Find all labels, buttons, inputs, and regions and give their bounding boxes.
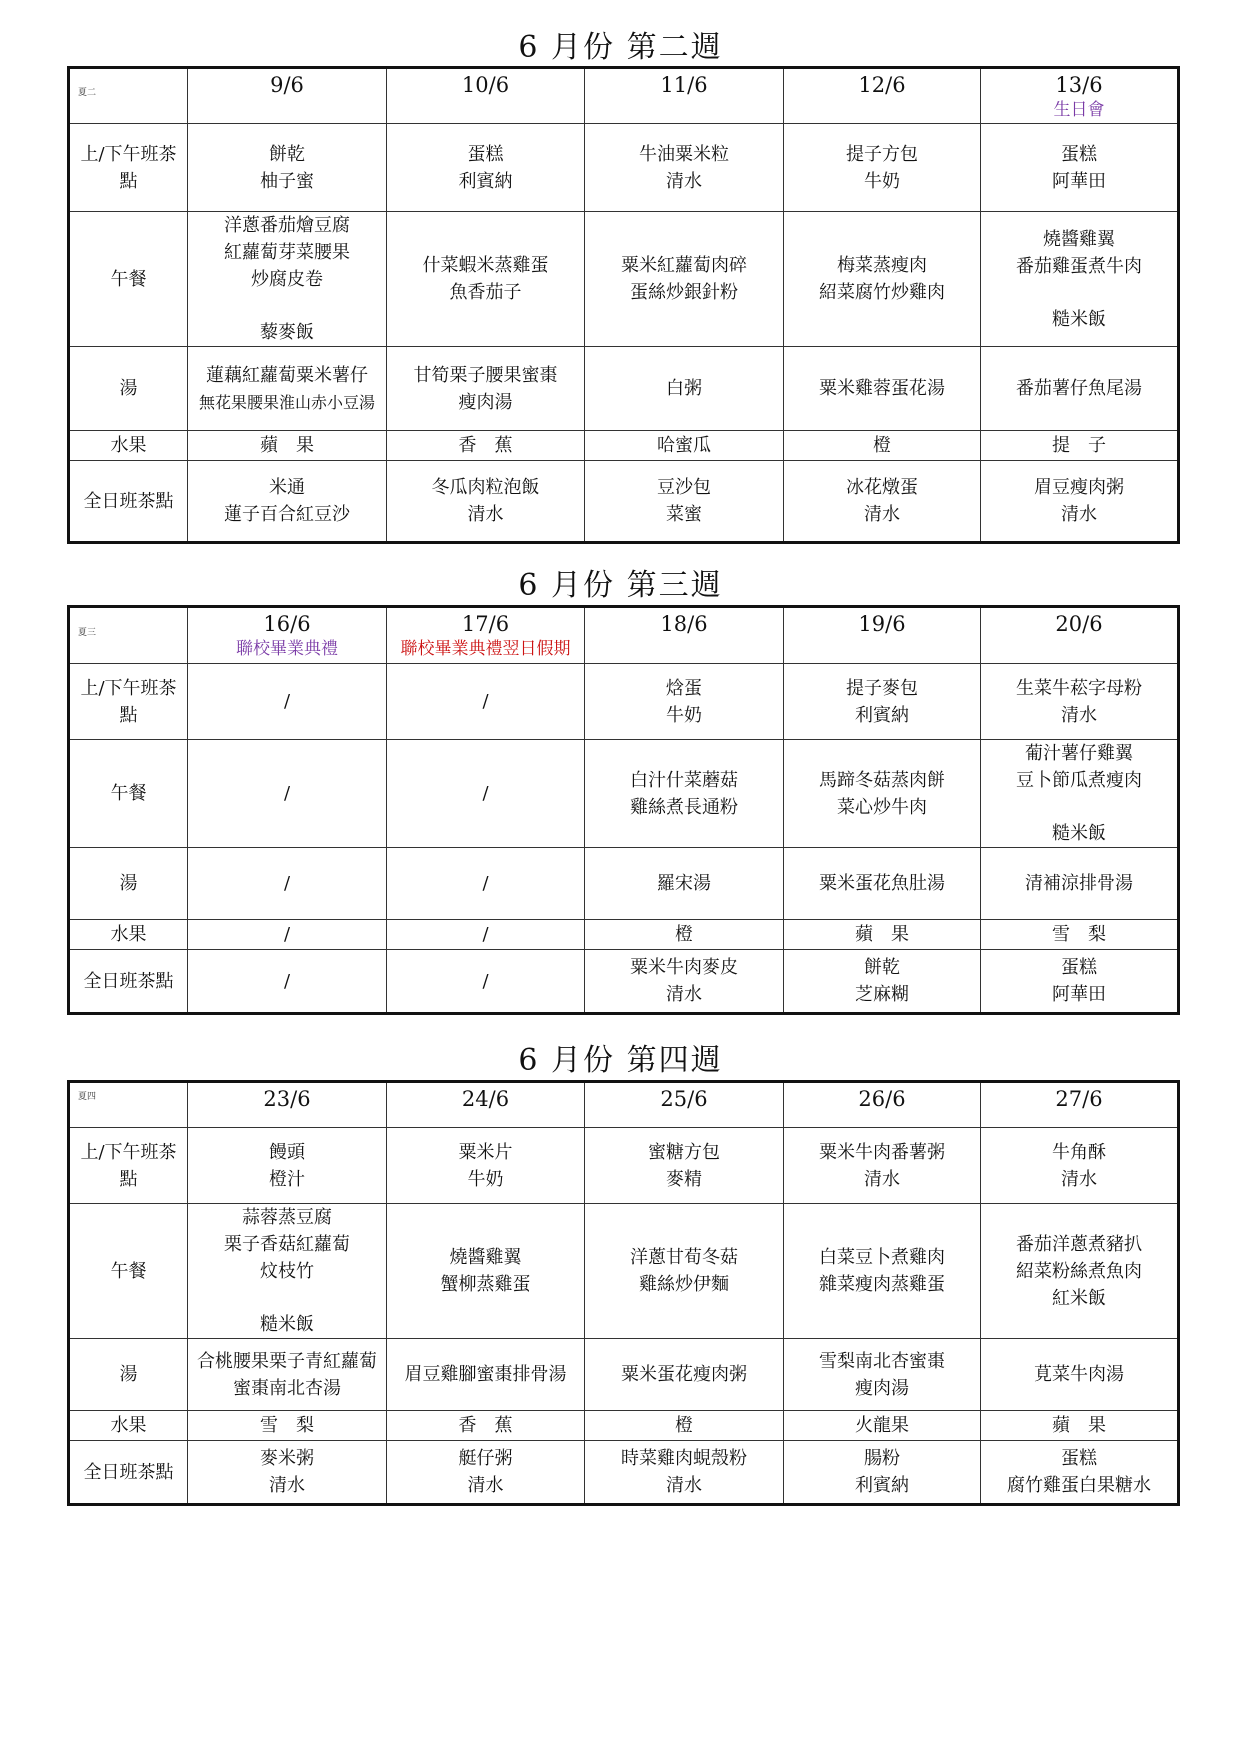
menu-item: 餅乾 bbox=[269, 143, 305, 165]
menu-item: 炆枝竹 bbox=[260, 1261, 314, 1282]
menu-item: 粟米紅蘿蔔肉碎 bbox=[621, 255, 747, 276]
category-text: 全日班茶點 bbox=[83, 1461, 174, 1483]
category-text: 全日班茶點 bbox=[83, 490, 174, 512]
menu-item: 清水 bbox=[269, 1475, 305, 1496]
day-date: 26/6 bbox=[858, 1087, 906, 1111]
menu-cell bbox=[784, 1441, 981, 1505]
menu-item: 雪 梨 bbox=[260, 1415, 314, 1436]
menu-item: 粟米片 bbox=[458, 1141, 513, 1163]
meal-row bbox=[69, 740, 1179, 848]
meal-category-label bbox=[69, 950, 188, 1014]
menu-cell bbox=[585, 124, 784, 212]
day-header bbox=[784, 607, 981, 664]
meal-category-label bbox=[69, 212, 188, 347]
menu-cell bbox=[981, 124, 1179, 212]
menu-item: 燒醬雞翼 bbox=[1043, 228, 1115, 250]
menu-item: 雞絲炒伊麵 bbox=[639, 1274, 729, 1295]
menu-item: 蟹柳蒸雞蛋 bbox=[440, 1274, 531, 1295]
day-date: 11/6 bbox=[660, 73, 708, 97]
meal-category-label bbox=[69, 1204, 188, 1339]
menu-cell bbox=[387, 740, 585, 848]
menu-item: 番茄雞蛋煮牛肉 bbox=[1016, 255, 1142, 277]
menu-cell bbox=[188, 1441, 387, 1505]
category-text: 上/下午班茶點 bbox=[80, 1141, 177, 1190]
meal-row bbox=[69, 347, 1179, 431]
menu-item: 白粥 bbox=[666, 378, 702, 399]
menu-item: 瘦肉湯 bbox=[855, 1377, 909, 1399]
menu-item: 清水 bbox=[1061, 1168, 1097, 1190]
day-header bbox=[188, 607, 387, 664]
menu-item: 雪梨南北杏蜜棗 bbox=[819, 1350, 945, 1372]
weekly-menu-table bbox=[67, 605, 1180, 1015]
menu-item: 豆沙包 bbox=[657, 477, 711, 498]
menu-cell bbox=[585, 950, 784, 1014]
menu-cell bbox=[585, 740, 784, 848]
menu-cell bbox=[981, 1128, 1179, 1204]
menu-item: 焓蛋 bbox=[666, 677, 702, 699]
menu-item: 哈蜜瓜 bbox=[657, 435, 711, 456]
menu-item: 柚子蜜 bbox=[260, 170, 314, 192]
week-title: 6 月份 第二週 bbox=[518, 30, 723, 65]
menu-cell bbox=[784, 212, 981, 347]
menu-item: 蓮藕紅蘿蔔粟米薯仔 bbox=[206, 364, 368, 386]
menu-cell bbox=[981, 431, 1179, 461]
menu-cell bbox=[585, 664, 784, 740]
menu-item: 餅乾 bbox=[864, 957, 900, 978]
menu-item: 蛋糕 bbox=[1061, 1448, 1097, 1469]
day-header bbox=[981, 607, 1179, 664]
menu-cell bbox=[981, 920, 1179, 950]
menu-cell bbox=[784, 740, 981, 848]
menu-cell bbox=[387, 347, 585, 431]
day-header bbox=[188, 68, 387, 124]
meal-row bbox=[69, 1128, 1179, 1204]
menu-cell bbox=[387, 920, 585, 950]
menu-item: 牛奶 bbox=[666, 704, 702, 726]
menu-cell bbox=[188, 212, 387, 347]
menu-cell bbox=[784, 461, 981, 543]
day-header bbox=[387, 68, 585, 124]
meal-row bbox=[69, 950, 1179, 1014]
menu-item: 橙 bbox=[675, 1415, 693, 1436]
menu-cell bbox=[981, 1339, 1179, 1411]
day-date: 18/6 bbox=[660, 612, 708, 636]
menu-item: 橙 bbox=[675, 924, 693, 945]
menu-item: 燒醬雞翼 bbox=[449, 1247, 522, 1268]
menu-item: 魚香茄子 bbox=[449, 282, 522, 303]
meal-row bbox=[69, 461, 1179, 543]
menu-cell bbox=[784, 1411, 981, 1441]
menu-item: 糙米飯 bbox=[1052, 308, 1106, 330]
meal-category-label bbox=[69, 124, 188, 212]
menu-cell bbox=[585, 1441, 784, 1505]
menu-item: 菜心炒牛肉 bbox=[837, 796, 927, 818]
meal-row bbox=[69, 124, 1179, 212]
category-text: 湯 bbox=[119, 873, 138, 894]
menu-item: 粟米蛋花魚肚湯 bbox=[819, 873, 945, 894]
meal-row bbox=[69, 212, 1179, 347]
menu-cell bbox=[387, 431, 585, 461]
menu-cell bbox=[387, 1204, 585, 1339]
menu-item: 蘋 果 bbox=[855, 924, 909, 945]
week-code-label: 夏三 bbox=[78, 628, 97, 638]
day-date: 24/6 bbox=[461, 1087, 510, 1111]
category-text: 午餐 bbox=[110, 1260, 147, 1282]
menu-item: 白菜豆卜煮雞肉 bbox=[819, 1247, 945, 1268]
category-text: 湯 bbox=[119, 378, 138, 399]
menu-item: 紹菜粉絲煮魚肉 bbox=[1016, 1260, 1142, 1282]
day-header bbox=[188, 1082, 387, 1128]
meal-row bbox=[69, 1411, 1179, 1441]
menu-item: 梅菜蒸瘦肉 bbox=[837, 255, 927, 276]
meal-category-label bbox=[69, 461, 188, 543]
menu-cell bbox=[981, 848, 1179, 920]
day-header bbox=[981, 1082, 1179, 1128]
menu-item: 麥米粥 bbox=[260, 1448, 314, 1469]
menu-cell bbox=[784, 431, 981, 461]
menu-item: 番茄薯仔魚尾湯 bbox=[1016, 378, 1142, 399]
menu-item: 冰花燉蛋 bbox=[846, 477, 918, 498]
category-text: 水果 bbox=[110, 924, 147, 945]
day-header bbox=[585, 68, 784, 124]
menu-cell bbox=[188, 1204, 387, 1339]
day-header bbox=[387, 607, 585, 664]
menu-cell bbox=[188, 431, 387, 461]
meal-category-label bbox=[69, 347, 188, 431]
menu-item: 香 蕉 bbox=[458, 435, 513, 456]
menu-item: 蜜糖方包 bbox=[648, 1141, 720, 1163]
meal-row bbox=[69, 1204, 1179, 1339]
menu-item: 米通 bbox=[269, 477, 305, 498]
menu-item: 橙汁 bbox=[269, 1168, 305, 1190]
menu-cell bbox=[784, 347, 981, 431]
day-date: 25/6 bbox=[660, 1087, 708, 1111]
menu-cell bbox=[784, 1339, 981, 1411]
week-code-cell bbox=[69, 607, 188, 664]
menu-item: 蘋 果 bbox=[260, 435, 314, 456]
day-date: 19/6 bbox=[858, 612, 906, 636]
menu-cell bbox=[585, 431, 784, 461]
day-header bbox=[585, 1082, 784, 1128]
menu-item: 利賓納 bbox=[855, 1475, 909, 1496]
meal-category-label bbox=[69, 1339, 188, 1411]
menu-item: 莧菜牛肉湯 bbox=[1034, 1364, 1124, 1385]
menu-cell bbox=[387, 1441, 585, 1505]
menu-item: 葡汁薯仔雞翼 bbox=[1025, 743, 1133, 764]
menu-item: 蜜棗南北杏湯 bbox=[233, 1377, 341, 1399]
menu-item: 番茄洋蔥煮豬扒 bbox=[1016, 1233, 1142, 1255]
menu-item: 提 子 bbox=[1052, 435, 1106, 456]
menu-item: 清水 bbox=[864, 504, 900, 525]
meal-category-label bbox=[69, 1411, 188, 1441]
menu-item: 糙米飯 bbox=[1052, 823, 1106, 844]
menu-item: 粟米牛肉番薯粥 bbox=[819, 1141, 945, 1163]
menu-cell bbox=[585, 848, 784, 920]
menu-cell bbox=[387, 848, 585, 920]
week-code-cell bbox=[69, 1082, 188, 1128]
menu-item: / bbox=[482, 970, 489, 992]
week-code-cell bbox=[69, 68, 188, 124]
menu-item: 饅頭 bbox=[269, 1141, 305, 1163]
meal-category-label bbox=[69, 1441, 188, 1505]
menu-item: 蛋糕 bbox=[1061, 957, 1097, 978]
menu-cell bbox=[981, 347, 1179, 431]
menu-item: 白汁什菜蘑菇 bbox=[630, 769, 738, 791]
meal-row bbox=[69, 664, 1179, 740]
menu-cell bbox=[188, 848, 387, 920]
menu-cell bbox=[784, 848, 981, 920]
menu-item: 粟米蛋花瘦肉粥 bbox=[621, 1364, 747, 1385]
meal-row bbox=[69, 920, 1179, 950]
menu-item: 粟米雞蓉蛋花湯 bbox=[819, 378, 945, 399]
menu-cell bbox=[188, 950, 387, 1014]
menu-item: / bbox=[283, 924, 291, 945]
menu-item: 阿華田 bbox=[1052, 170, 1106, 192]
week-title: 6 月份 第三週 bbox=[518, 568, 723, 603]
menu-cell bbox=[981, 740, 1179, 848]
menu-cell bbox=[585, 1204, 784, 1339]
menu-item: 蓮子百合紅豆沙 bbox=[224, 504, 350, 525]
menu-item: 腸粉 bbox=[864, 1448, 900, 1469]
menu-item: 利賓納 bbox=[458, 170, 513, 192]
menu-cell bbox=[585, 461, 784, 543]
menu-item: 麥精 bbox=[666, 1168, 702, 1190]
meal-category-label bbox=[69, 664, 188, 740]
meal-category-label bbox=[69, 920, 188, 950]
menu-item: / bbox=[283, 970, 291, 992]
menu-item: 紅米飯 bbox=[1052, 1287, 1106, 1309]
menu-item: 清水 bbox=[864, 1168, 900, 1190]
menu-cell bbox=[585, 347, 784, 431]
menu-item: / bbox=[283, 691, 291, 712]
menu-item: 提子方包 bbox=[846, 143, 918, 165]
category-text: 上/下午班茶點 bbox=[80, 143, 177, 192]
week-title: 6 月份 第四週 bbox=[518, 1043, 723, 1078]
day-date: 10/6 bbox=[461, 73, 510, 97]
menu-cell bbox=[387, 1128, 585, 1204]
menu-cell bbox=[585, 212, 784, 347]
menu-item: 菜蜜 bbox=[666, 504, 702, 525]
menu-item: 清水 bbox=[1061, 504, 1097, 525]
menu-cell bbox=[188, 740, 387, 848]
menu-item: 香 蕉 bbox=[458, 1415, 513, 1436]
meal-category-label bbox=[69, 848, 188, 920]
menu-cell bbox=[387, 212, 585, 347]
menu-item: 什菜蝦米蒸雞蛋 bbox=[422, 255, 549, 276]
menu-item: 清補涼排骨湯 bbox=[1025, 873, 1133, 894]
menu-item: 牛角酥 bbox=[1052, 1141, 1106, 1163]
menu-item: 蛋糕 bbox=[1061, 143, 1097, 165]
menu-cell bbox=[784, 1204, 981, 1339]
menu-item: 牛奶 bbox=[864, 170, 900, 192]
menu-item: 蒜蓉蒸豆腐 bbox=[242, 1207, 332, 1228]
menu-cell bbox=[387, 1411, 585, 1441]
category-text: 午餐 bbox=[110, 268, 147, 290]
meal-row bbox=[69, 431, 1179, 461]
menu-item: 牛奶 bbox=[467, 1168, 504, 1190]
menu-cell bbox=[784, 1128, 981, 1204]
menu-cell bbox=[981, 1411, 1179, 1441]
menu-item: 糙米飯 bbox=[260, 1314, 314, 1335]
menu-cell bbox=[387, 950, 585, 1014]
menu-cell bbox=[188, 1411, 387, 1441]
day-header bbox=[981, 68, 1179, 124]
menu-item: 腐竹雞蛋白果糖水 bbox=[1007, 1475, 1151, 1496]
meal-category-label bbox=[69, 740, 188, 848]
menu-item: 清水 bbox=[666, 1475, 702, 1496]
menu-item: / bbox=[482, 691, 489, 712]
menu-item: 豆卜節瓜煮瘦肉 bbox=[1016, 770, 1142, 791]
day-date: 23/6 bbox=[263, 1087, 311, 1111]
menu-cell bbox=[188, 461, 387, 543]
menu-item: 紅蘿蔔芽菜腰果 bbox=[224, 242, 350, 263]
meal-category-label bbox=[69, 431, 188, 461]
meal-row bbox=[69, 1339, 1179, 1411]
day-date: 13/6 bbox=[1055, 73, 1103, 97]
day-date: 20/6 bbox=[1055, 612, 1103, 636]
menu-cell bbox=[981, 1441, 1179, 1505]
menu-cell bbox=[784, 124, 981, 212]
menu-cell bbox=[188, 664, 387, 740]
week-code-label: 夏四 bbox=[78, 1092, 97, 1102]
menu-cell bbox=[981, 461, 1179, 543]
category-text: 水果 bbox=[110, 435, 147, 456]
day-date: 17/6 bbox=[461, 612, 510, 636]
category-text: 午餐 bbox=[110, 783, 147, 804]
menu-item: 蛋糕 bbox=[467, 143, 504, 165]
menu-cell bbox=[981, 664, 1179, 740]
menu-cell bbox=[188, 124, 387, 212]
category-text: 水果 bbox=[110, 1415, 147, 1436]
menu-cell bbox=[585, 1411, 784, 1441]
meal-row bbox=[69, 848, 1179, 920]
menu-item: 無花果腰果淮山赤小豆湯 bbox=[198, 392, 375, 412]
menu-item: 炒腐皮卷 bbox=[251, 269, 323, 290]
menu-item: 清水 bbox=[666, 170, 702, 192]
day-date: 12/6 bbox=[858, 73, 906, 97]
menu-cell bbox=[784, 920, 981, 950]
menu-item: 合桃腰果栗子青紅蘿蔔 bbox=[197, 1350, 377, 1372]
menu-cell bbox=[188, 920, 387, 950]
day-header bbox=[585, 607, 784, 664]
menu-cell bbox=[784, 664, 981, 740]
weekly-menu-table bbox=[67, 66, 1180, 544]
menu-item: 生菜牛菘字母粉 bbox=[1016, 677, 1142, 699]
menu-item: 阿華田 bbox=[1052, 984, 1106, 1005]
menu-item: 眉豆瘦肉粥 bbox=[1034, 477, 1124, 498]
menu-item: 清水 bbox=[666, 984, 702, 1005]
menu-item: 雪 梨 bbox=[1052, 924, 1106, 945]
meal-row bbox=[69, 1441, 1179, 1505]
week-code-label: 夏二 bbox=[78, 88, 97, 98]
menu-cell bbox=[585, 920, 784, 950]
menu-item: 火龍果 bbox=[855, 1415, 909, 1436]
menu-cell bbox=[981, 1204, 1179, 1339]
menu-item: 蘋 果 bbox=[1052, 1415, 1106, 1436]
menu-cell bbox=[387, 664, 585, 740]
menu-item: 橙 bbox=[873, 435, 891, 456]
menu-cell bbox=[188, 347, 387, 431]
menu-item: 馬蹄冬菇蒸肉餅 bbox=[819, 769, 945, 791]
menu-item: 芝麻糊 bbox=[855, 984, 909, 1005]
menu-item: 粟米牛肉麥皮 bbox=[630, 957, 738, 978]
day-note: 生日會 bbox=[1053, 100, 1105, 120]
day-header bbox=[784, 68, 981, 124]
menu-cell bbox=[981, 950, 1179, 1014]
menu-item: / bbox=[482, 873, 489, 894]
menu-item: 蛋絲炒銀針粉 bbox=[630, 282, 738, 303]
menu-item: 時菜雞肉蜆殼粉 bbox=[621, 1448, 747, 1469]
menu-cell bbox=[188, 1128, 387, 1204]
menu-item: 提子麥包 bbox=[846, 677, 918, 699]
menu-cell bbox=[387, 124, 585, 212]
menu-item: 雜菜瘦肉蒸雞蛋 bbox=[819, 1274, 945, 1295]
menu-item: 眉豆雞腳蜜棗排骨湯 bbox=[404, 1364, 567, 1385]
day-header bbox=[784, 1082, 981, 1128]
menu-item: 清水 bbox=[1061, 704, 1097, 726]
day-note: 聯校畢業典禮 bbox=[236, 639, 338, 659]
menu-item: 洋蔥甘荀冬菇 bbox=[630, 1247, 738, 1268]
menu-item: / bbox=[283, 873, 291, 894]
menu-item: 藜麥飯 bbox=[260, 322, 314, 343]
day-date: 27/6 bbox=[1055, 1087, 1103, 1111]
category-text: 上/下午班茶點 bbox=[80, 677, 177, 726]
menu-item: 甘筍栗子腰果蜜棗 bbox=[413, 364, 558, 386]
day-date: 9/6 bbox=[270, 73, 304, 97]
menu-cell bbox=[585, 1339, 784, 1411]
menu-cell bbox=[387, 1339, 585, 1411]
menu-item: 洋蔥番茄燴豆腐 bbox=[224, 215, 350, 236]
weekly-menu-table bbox=[67, 1080, 1180, 1506]
menu-item: / bbox=[482, 924, 489, 945]
meal-category-label bbox=[69, 1128, 188, 1204]
menu-item: / bbox=[482, 783, 489, 804]
menu-item: 清水 bbox=[467, 504, 504, 525]
menu-cell bbox=[188, 1339, 387, 1411]
menu-item: / bbox=[283, 783, 291, 804]
menu-cell bbox=[784, 950, 981, 1014]
day-date: 16/6 bbox=[263, 612, 311, 636]
category-text: 湯 bbox=[119, 1364, 138, 1385]
menu-item: 利賓納 bbox=[855, 704, 909, 726]
category-text: 全日班茶點 bbox=[83, 970, 174, 992]
menu-item: 栗子香菇紅蘿蔔 bbox=[224, 1234, 350, 1255]
day-header bbox=[387, 1082, 585, 1128]
menu-item: 牛油粟米粒 bbox=[639, 143, 729, 165]
day-note: 聯校畢業典禮翌日假期 bbox=[400, 639, 571, 659]
menu-item: 紹菜腐竹炒雞肉 bbox=[819, 282, 945, 303]
menu-item: 冬瓜肉粒泡飯 bbox=[431, 477, 540, 498]
menu-item: 艇仔粥 bbox=[458, 1448, 513, 1469]
menu-cell bbox=[981, 212, 1179, 347]
menu-cell bbox=[585, 1128, 784, 1204]
menu-item: 清水 bbox=[467, 1475, 504, 1496]
menu-cell bbox=[387, 461, 585, 543]
menu-item: 瘦肉湯 bbox=[458, 391, 513, 413]
menu-item: 羅宋湯 bbox=[657, 873, 711, 894]
menu-item: 雞絲煮長通粉 bbox=[630, 796, 738, 818]
